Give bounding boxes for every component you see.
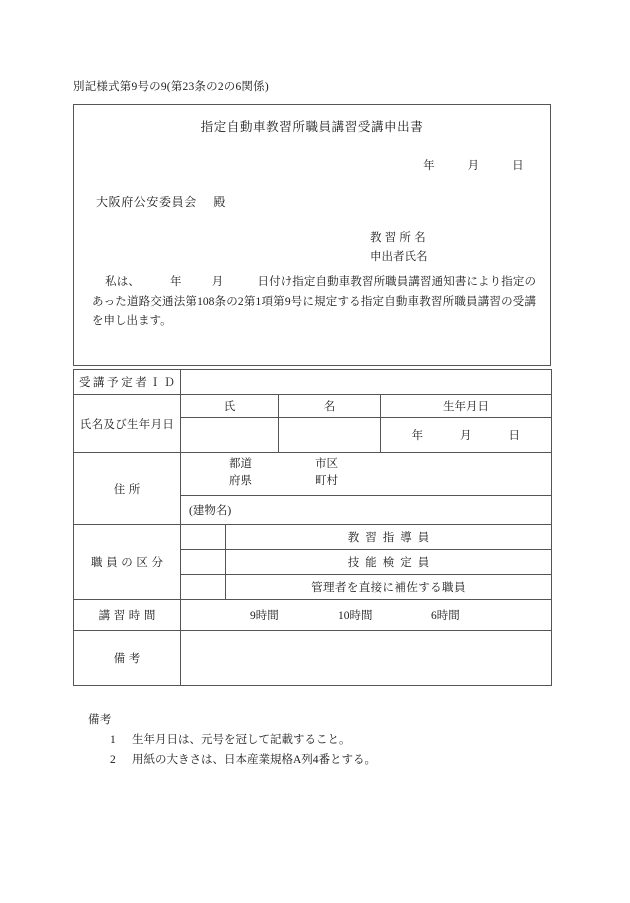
footer-notes-title: 備考 (88, 714, 112, 726)
staff-instructor-checkbox-cell[interactable] (181, 525, 226, 550)
footer-note-1 (88, 730, 376, 750)
building-input-cell[interactable] (181, 496, 552, 525)
course-hours-option-6[interactable]: 6時間 (431, 610, 460, 622)
address-input-cell[interactable] (181, 453, 552, 496)
birth-day-label: 日 (508, 430, 521, 442)
staff-examiner-checkbox-cell[interactable] (181, 550, 226, 575)
course-hours-label-cell (74, 600, 181, 631)
givenname-header: 名 (323, 401, 336, 413)
remarks-label-cell (74, 631, 181, 686)
staff-assistant-checkbox-cell[interactable] (181, 575, 226, 600)
prefecture-label-top: 都道 (229, 458, 252, 470)
surname-input-cell[interactable] (181, 418, 279, 453)
body-month-label: 月 (211, 276, 224, 288)
document-title: 指定自動車教習所職員講習受講申出書 (200, 120, 424, 134)
table-row-name-headers (74, 395, 552, 418)
birthdate-line (381, 427, 551, 443)
table-row-staff-instructor (74, 525, 552, 550)
participant-id-label: 受講予定者ＩＤ (78, 377, 178, 389)
birthdate-header-cell (381, 395, 552, 418)
course-hours-label: 講習時間 (98, 610, 159, 622)
submission-date-line (423, 157, 524, 173)
footer-note-1-number: 1 (110, 734, 116, 746)
school-name-label: 教習所名 (370, 232, 429, 244)
footer-note-2 (88, 750, 376, 770)
givenname-header-cell (279, 395, 381, 418)
surname-header: 氏 (223, 401, 236, 413)
body-lead: 私は、 (105, 276, 140, 288)
staff-examiner-name-cell (226, 550, 552, 575)
staff-assistant-label: 管理者を直接に補佐する職員 (311, 582, 466, 594)
name-birthdate-label: 氏名及び生年月日 (79, 418, 175, 431)
addressee-honorific: 殿 (213, 195, 227, 209)
addressee-name: 大阪府公安委員会 (96, 195, 197, 209)
staff-examiner-label: 技能検定員 (347, 557, 436, 569)
city-label-top: 市区 (315, 458, 338, 470)
staff-instructor-name-cell (226, 525, 552, 550)
footer-notes (88, 710, 376, 770)
givenname-input-cell[interactable] (279, 418, 381, 453)
staff-instructor-label: 教習指導員 (347, 532, 436, 544)
staff-category-label: 職員の区分 (91, 557, 167, 569)
applicant-fields (370, 229, 429, 267)
staff-category-label-cell (74, 525, 181, 600)
birthdate-header: 生年月日 (443, 401, 489, 413)
date-year-label: 年 (423, 160, 436, 172)
prefecture-label (229, 456, 252, 490)
table-row-course-hours (74, 600, 552, 631)
footer-note-2-text: 用紙の大きさは、日本産業規格A列4番とする。 (132, 754, 377, 766)
footer-note-1-text: 生年月日は、元号を冠して記載すること。 (132, 734, 351, 746)
table-row-participant-id (74, 370, 552, 395)
footer-note-2-number: 2 (110, 754, 116, 766)
address-sub-labels (181, 453, 551, 495)
remarks-label: 備考 (113, 653, 144, 665)
city-label-bottom: 町村 (315, 475, 338, 487)
form-number-header: 別記様式第9号の9(第23条の2の6関係) (73, 81, 269, 93)
statement-box (73, 104, 551, 366)
applicant-data-table (73, 369, 552, 686)
address-label: 住所 (113, 483, 144, 496)
participant-id-input-cell[interactable] (181, 370, 552, 395)
body-year-label: 年 (169, 276, 182, 288)
course-hours-values-cell[interactable] (181, 600, 552, 631)
building-name-label: (建物名) (189, 505, 232, 517)
prefecture-label-bottom: 府県 (229, 475, 252, 487)
course-hours-option-10[interactable]: 10時間 (338, 610, 373, 622)
table-row-address-main (74, 453, 552, 496)
body-rest: 日付け指定自動車教習所職員講習通知書により指定のあった道路交通法第108条の2第1項第9号に規定する指定自動車教習所職員講習の受講を申し出ます。 (92, 276, 536, 327)
date-day-label: 日 (512, 160, 524, 172)
course-hours-options (181, 602, 551, 628)
date-month-label: 月 (467, 160, 480, 172)
remarks-input-cell[interactable] (181, 631, 552, 686)
city-label (315, 456, 338, 490)
birthdate-input-cell[interactable] (381, 418, 552, 453)
birth-year-label: 年 (411, 430, 424, 442)
table-row-remarks (74, 631, 552, 686)
course-hours-option-9[interactable]: 9時間 (250, 610, 279, 622)
address-label-cell (74, 453, 181, 525)
applicant-name-label: 申出者氏名 (370, 251, 428, 263)
birth-month-label: 月 (460, 430, 472, 442)
surname-header-cell (181, 395, 279, 418)
staff-assistant-name-cell (226, 575, 552, 600)
name-birthdate-label-cell (74, 395, 181, 453)
addressee (96, 193, 226, 210)
statement-body (92, 273, 536, 332)
participant-id-label-cell (74, 370, 181, 395)
